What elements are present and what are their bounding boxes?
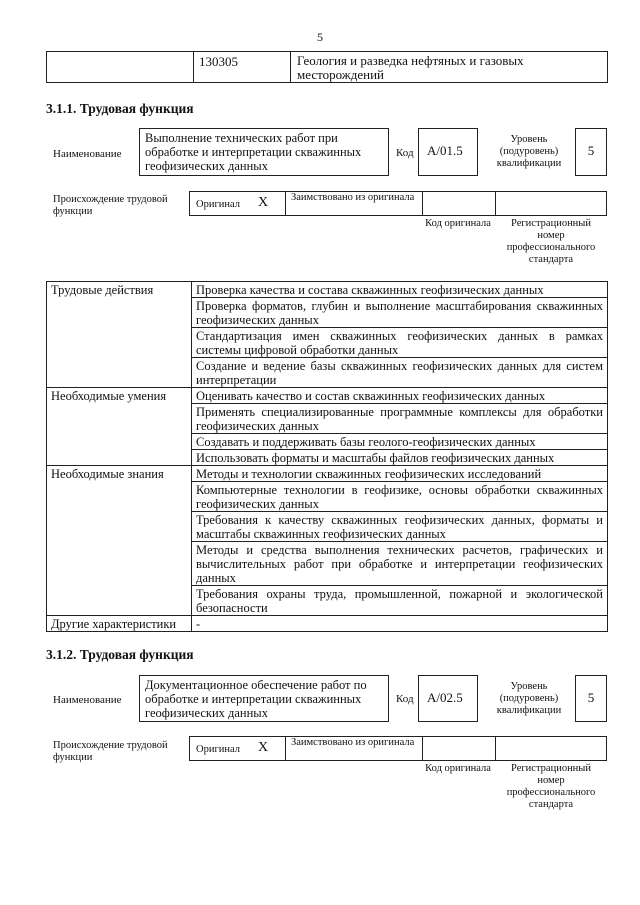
category-cell: Необходимые знания <box>47 466 192 616</box>
table-row <box>47 282 608 298</box>
table-cell: Требования охраны труда, промышленной, пожарной и экологической безопасности <box>192 586 608 616</box>
table-cell: Методы и технологии скважинных геофизических исследований <box>192 466 608 482</box>
name-label: Наименование <box>53 694 122 706</box>
empty-cell <box>47 52 194 82</box>
level-value-box: 5 <box>575 128 607 176</box>
origin-table <box>189 191 607 216</box>
function-name-box: Документационное обеспечение работ по обработке и интерпретации скважинных геофизических данных <box>139 675 389 722</box>
function-code-box: A/01.5 <box>418 128 478 176</box>
original-label: Оригинал <box>196 744 240 755</box>
level-label: Уровень (подуровень) квалификации <box>496 134 562 169</box>
divider <box>495 192 496 215</box>
table-cell: Создавать и поддерживать базы геолого-геофизических данных <box>192 434 608 450</box>
divider <box>285 737 286 760</box>
okso-code: 130305 <box>193 52 291 82</box>
borrowed-label: Заимствовано из оригинала <box>291 737 415 748</box>
origin-label: Происхождение трудовой функции <box>53 194 168 217</box>
table-cell: Использовать форматы и масштабы файлов геофизических данных <box>192 450 608 466</box>
section-title-3-1-1: 3.1.1. Трудовая функция <box>46 101 194 116</box>
table-cell: Оценивать качество и состав скважинных геофизических данных <box>192 388 608 404</box>
code-label: Код <box>396 147 414 159</box>
category-cell: Необходимые умения <box>47 388 192 466</box>
function-name-box: Выполнение технических работ при обработке и интерпретации скважинных геофизических данных <box>139 128 389 176</box>
original-mark: X <box>258 195 269 210</box>
table-row <box>47 388 608 404</box>
section-title-3-1-2: 3.1.2. Трудовая функция <box>46 647 194 662</box>
divider <box>422 737 423 760</box>
page-number: 5 <box>317 30 323 44</box>
divider <box>495 737 496 760</box>
table-cell: Компьютерные технологии в геофизике, основы обработки скважинных геофизических данных <box>192 482 608 512</box>
category-cell: Другие характеристики <box>47 616 192 632</box>
name-label: Наименование <box>53 148 122 160</box>
original-label: Оригинал <box>196 199 240 210</box>
level-value-box: 5 <box>575 675 607 722</box>
okso-name: Геология и разведка нефтяных и газовых месторождений <box>297 53 524 82</box>
reg-number-label: Регистрационный номер профессионального стандарта <box>506 218 596 265</box>
origin-code-label: Код оригинала <box>425 763 491 774</box>
divider <box>422 192 423 215</box>
table-cell: Требования к качеству скважинных геофизических данных, форматы и масштабы скважинных геофизических данных <box>192 512 608 542</box>
table-cell: - <box>192 616 608 632</box>
divider <box>285 192 286 215</box>
table-cell: Проверка форматов, глубин и выполнение масштабирования скважинных геофизических данных <box>192 298 608 328</box>
function-details-table <box>46 281 608 632</box>
origin-label: Происхождение трудовой функции <box>53 740 168 763</box>
table-cell: Методы и средства выполнения технических расчетов, графических и вычислительных работ при обработке и интерпретации геофизических данных <box>192 542 608 586</box>
table-row <box>47 616 608 632</box>
reg-number-label: Регистрационный номер профессионального стандарта <box>506 763 596 810</box>
category-cell: Трудовые действия <box>47 282 192 388</box>
code-label: Код <box>396 693 414 705</box>
origin-table <box>189 736 607 761</box>
table-cell: Создание и ведение базы скважинных геофизических данных для систем интерпретации <box>192 358 608 388</box>
table-cell: Стандартизация имен скважинных геофизических данных в рамках системы цифровой обработки данных <box>192 328 608 358</box>
borrowed-label: Заимствовано из оригинала <box>291 192 415 203</box>
table-cell: Применять специализированные программные комплексы для обработки геофизических данных <box>192 404 608 434</box>
table-row <box>47 466 608 482</box>
level-label: Уровень (подуровень) квалификации <box>496 681 562 716</box>
original-mark: X <box>258 740 269 755</box>
occupation-code-table <box>46 51 608 83</box>
origin-code-label: Код оригинала <box>425 218 491 229</box>
table-cell: Проверка качества и состава скважинных геофизических данных <box>192 282 608 298</box>
function-code-box: A/02.5 <box>418 675 478 722</box>
